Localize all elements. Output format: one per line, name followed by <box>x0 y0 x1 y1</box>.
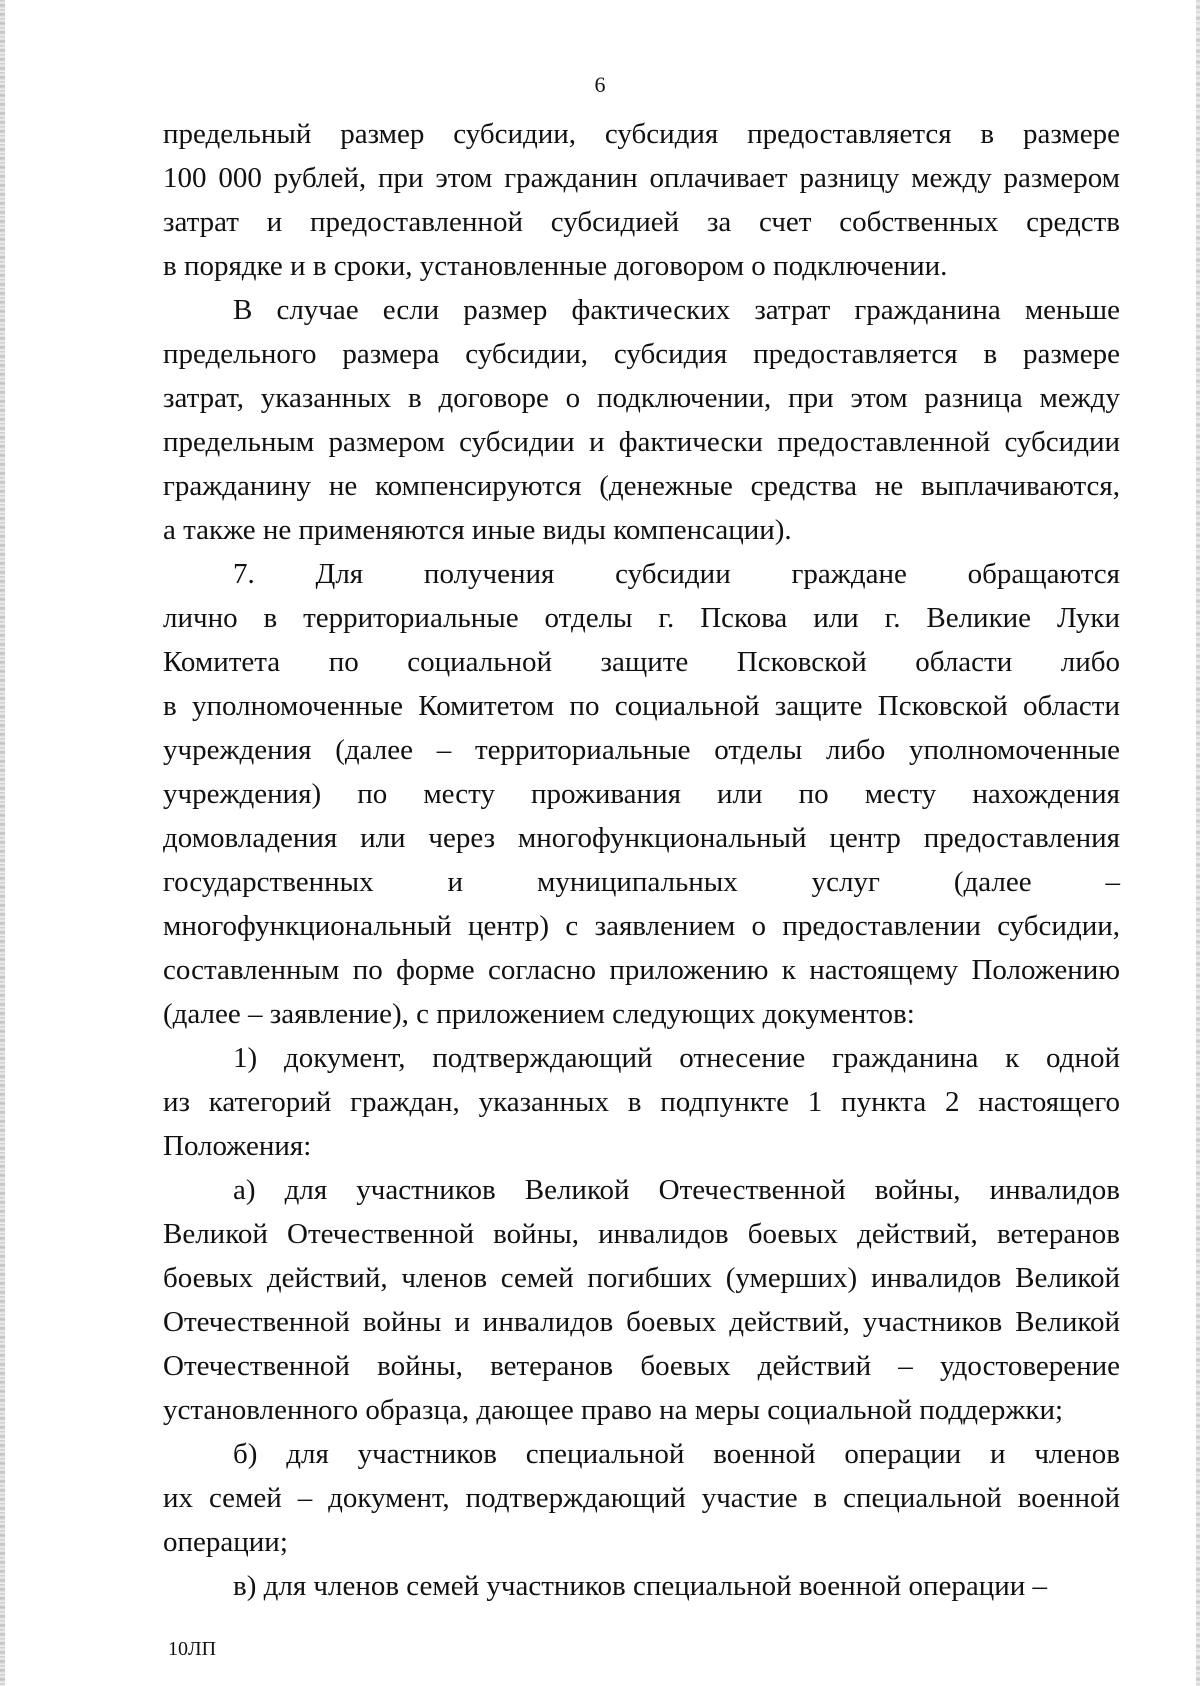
text-line: (далее – заявление), с приложением следующих документов: <box>163 998 915 1030</box>
text-line: затрат, указанных в договоре о подключении, при этом разница между <box>163 382 1120 414</box>
text-line: многофункциональный центр) с заявлением о предоставлении субсидии, <box>163 910 1120 942</box>
paragraph <box>163 112 1120 288</box>
text-line: учреждения) по месту проживания или по месту нахождения <box>163 778 1120 810</box>
text-line: государственных и муниципальных услуг (далее – <box>163 866 1120 898</box>
text-line: а также не применяются иные виды компенсации). <box>163 514 792 546</box>
paragraph-subitem-v <box>163 1564 1120 1608</box>
footer-document-code: 10ЛП <box>168 1638 217 1660</box>
text-line: их семей – документ, подтверждающий участие в специальной военной <box>163 1482 1120 1514</box>
text-line: 7. Для получения субсидии граждане обращаются <box>233 558 1120 590</box>
text-line: 100 000 рублей, при этом гражданин оплачивает разницу между размером <box>163 162 1120 194</box>
text-line: в порядке и в сроки, установленные договором о подключении. <box>163 250 948 282</box>
text-line: б) для участников специальной военной операции и членов <box>233 1438 1120 1470</box>
text-line: составленным по форме согласно приложению к настоящему Положению <box>163 954 1120 986</box>
text-line: в) для членов семей участников специальной военной операции – <box>233 1570 1048 1602</box>
text-line: Отечественной войны и инвалидов боевых действий, участников Великой <box>163 1306 1120 1338</box>
text-line: Комитета по социальной защите Псковской области либо <box>163 646 1120 678</box>
scan-edge-left <box>0 0 5 1686</box>
paragraph-subitem-a <box>163 1168 1120 1432</box>
text-line: а) для участников Великой Отечественной войны, инвалидов <box>233 1174 1120 1206</box>
text-line: операции; <box>163 1526 288 1558</box>
text-line: затрат и предоставленной субсидией за счет собственных средств <box>163 206 1120 238</box>
text-line: предельным размером субсидии и фактически предоставленной субсидии <box>163 426 1120 458</box>
text-line: учреждения (далее – территориальные отделы либо уполномоченные <box>163 734 1120 766</box>
text-line: предельного размера субсидии, субсидия предоставляется в размере <box>163 338 1120 370</box>
text-line: лично в территориальные отделы г. Пскова или г. Великие Луки <box>163 602 1120 634</box>
text-line: Отечественной войны, ветеранов боевых действий – удостоверение <box>163 1350 1120 1382</box>
paragraph-item-7 <box>163 552 1120 1036</box>
paragraph <box>163 288 1120 552</box>
text-line: гражданину не компенсируются (денежные средства не выплачиваются, <box>163 470 1120 502</box>
paragraph-subitem-b <box>163 1432 1120 1564</box>
text-line: 1) документ, подтверждающий отнесение гражданина к одной <box>233 1042 1120 1074</box>
text-line: боевых действий, членов семей погибших (умерших) инвалидов Великой <box>163 1262 1120 1294</box>
text-line: в уполномоченные Комитетом по социальной защите Псковской области <box>163 690 1120 722</box>
text-line: Великой Отечественной войны, инвалидов боевых действий, ветеранов <box>163 1218 1120 1250</box>
text-line: предельный размер субсидии, субсидия предоставляется в размере <box>163 118 1120 150</box>
text-line: Положения: <box>163 1130 312 1162</box>
text-line: из категорий граждан, указанных в подпункте 1 пункта 2 настоящего <box>163 1086 1120 1118</box>
text-line: В случае если размер фактических затрат гражданина меньше <box>233 294 1120 326</box>
text-line: домовладения или через многофункциональный центр предоставления <box>163 822 1120 854</box>
scan-edge-right <box>1196 0 1200 1686</box>
page-number: 6 <box>594 72 606 97</box>
text-line: установленного образца, дающее право на меры социальной поддержки; <box>163 1394 1064 1426</box>
document-body <box>163 112 1120 1608</box>
paragraph-subitem-1 <box>163 1036 1120 1168</box>
